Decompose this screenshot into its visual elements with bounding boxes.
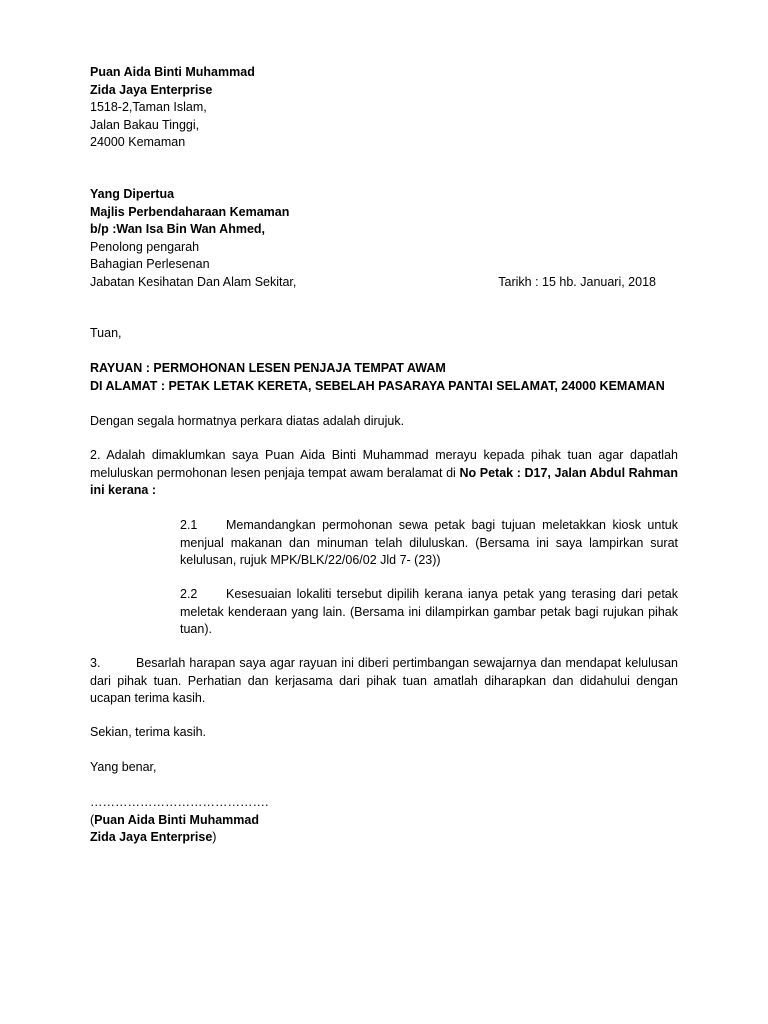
signature-close-paren: )	[212, 830, 217, 844]
item-2-1	[180, 517, 678, 570]
closing-yours: Yang benar,	[90, 760, 157, 774]
item-2-1-number: 2.1	[180, 518, 198, 532]
paragraph-3-text: Besarlah harapan saya agar rayuan ini diberi pertimbangan sewajarnya dan mendapat kelulusan dari pihak tuan. Perhatian dan kerjasama dari pihak tuan amatlah diharapkan dan didahului dengan ucapan terima kasih.	[90, 656, 678, 705]
recipient-line-6: Jabatan Kesihatan Dan Alam Sekitar,	[90, 274, 297, 289]
sender-name: Puan Aida Binti Muhammad	[90, 65, 255, 79]
signature-block	[90, 794, 678, 847]
closing-thanks: Sekian, terima kasih.	[90, 725, 207, 739]
subject-line-1: RAYUAN : PERMOHONAN LESEN PENJAJA TEMPAT AWAM	[90, 361, 446, 375]
recipient-line-2: Majlis Perbendaharaan Kemaman	[90, 204, 290, 219]
item-2-2-text: Kesesuaian lokaliti tersebut dipilih kerana ianya petak yang terasing dari petak meletak kenderaan yang lain. (Bersama ini dilampirkan gambar petak bagi rujukan pihak tuan).	[180, 587, 678, 636]
salutation: Tuan,	[90, 326, 122, 340]
subject-block	[90, 360, 678, 395]
sender-company: Zida Jaya Enterprise	[90, 82, 213, 97]
recipient-date-row	[90, 274, 656, 292]
paragraph-2-text: 2. Adalah dimaklumkan saya Puan Aida Binti Muhammad merayu kepada pihak tuan agar dapatlah meluluskan permohonan lesen penjaja tempat awam beralamat di	[90, 448, 678, 480]
paragraph-2	[90, 447, 678, 500]
signature-company: Zida Jaya Enterprise	[90, 830, 213, 844]
item-2-2-number: 2.2	[180, 587, 198, 601]
recipient-line-4: Penolong pengarah	[90, 239, 200, 254]
letter-date: Tarikh : 15 hb. Januari, 2018	[498, 274, 656, 289]
sender-address-1: 1518-2,Taman Islam,	[90, 100, 207, 114]
signature-company-line	[90, 829, 678, 847]
paragraph-3	[90, 655, 678, 708]
paragraph-3-number: 3.	[90, 656, 101, 670]
recipient-line-1: Yang Dipertua	[90, 187, 175, 201]
recipient-line-3: b/p :Wan Isa Bin Wan Ahmed,	[90, 222, 265, 236]
paragraph-2-bold: No Petak : D17, Jalan Abdul Rahman ini kerana :	[90, 465, 678, 497]
sender-block	[90, 64, 678, 152]
sender-address-2: Jalan Bakau Tinggi,	[90, 117, 200, 132]
signature-line: …………………………………….	[90, 795, 269, 809]
signature-name: Puan Aida Binti Muhammad	[94, 812, 259, 827]
subject-line-2: DI ALAMAT : PETAK LETAK KERETA, SEBELAH PASARAYA PANTAI SELAMAT, 24000 KEMAMAN	[90, 378, 665, 393]
signature-name-line	[90, 812, 678, 830]
recipient-line-5: Bahagian Perlesenan	[90, 257, 210, 271]
recipient-block	[90, 186, 678, 291]
opening-sentence: Dengan segala hormatnya perkara diatas adalah dirujuk.	[90, 414, 405, 428]
item-2-2	[180, 586, 678, 639]
item-2-1-text: Memandangkan permohonan sewa petak bagi tujuan meletakkan kiosk untuk menjual makanan dan minuman telah diluluskan. (Bersama ini saya lampirkan surat kelulusan, rujuk MPK/BLK/22/06/02 Jld 7- (23))	[180, 518, 678, 567]
sender-address-3: 24000 Kemaman	[90, 135, 186, 149]
signature-open-paren: (	[90, 812, 95, 827]
